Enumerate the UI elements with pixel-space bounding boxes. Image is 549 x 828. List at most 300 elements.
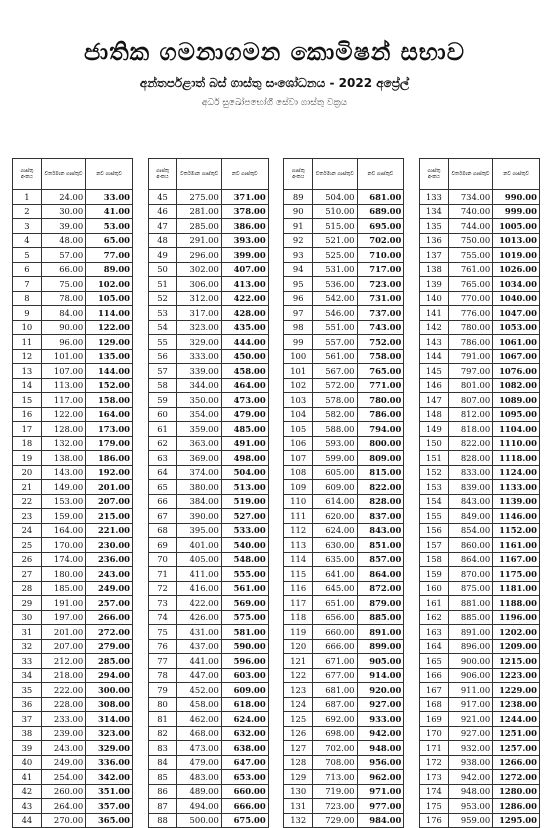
current-fare-cell: 107.00 xyxy=(41,364,85,379)
new-fare-cell: 1013.00 xyxy=(493,233,540,248)
fare-number-cell: 68 xyxy=(148,523,177,538)
current-fare-cell: 233.00 xyxy=(41,712,85,727)
fare-number-cell: 60 xyxy=(148,407,177,422)
new-fare-cell: 675.00 xyxy=(221,813,268,828)
fare-number-cell: 131 xyxy=(284,799,313,814)
fare-number-cell: 16 xyxy=(13,407,42,422)
table-row xyxy=(13,364,133,379)
fare-number-cell: 168 xyxy=(419,697,448,712)
table-row xyxy=(284,596,404,611)
current-fare-cell: 401.00 xyxy=(177,538,221,553)
page-subtitle: අන්තර්පළාත් බස් ගාස්තු සංශෝධනය - 2022 අප්‍රේල් xyxy=(139,76,410,90)
new-fare-cell: 1286.00 xyxy=(493,799,540,814)
current-fare-cell: 473.00 xyxy=(177,741,221,756)
current-fare-cell: 143.00 xyxy=(41,465,85,480)
new-fare-cell: 129.00 xyxy=(86,335,133,350)
table-row xyxy=(419,248,539,263)
table-header-row xyxy=(284,159,404,190)
table-row xyxy=(284,610,404,625)
table-row xyxy=(13,799,133,814)
new-fare-cell: 371.00 xyxy=(221,190,268,205)
fare-number-cell: 3 xyxy=(13,219,42,234)
current-fare-cell: 681.00 xyxy=(313,683,357,698)
new-fare-cell: 527.00 xyxy=(221,509,268,524)
new-fare-cell: 743.00 xyxy=(357,320,404,335)
fare-number-cell: 128 xyxy=(284,755,313,770)
fare-number-cell: 87 xyxy=(148,799,177,814)
new-fare-cell: 905.00 xyxy=(357,654,404,669)
fare-number-cell: 83 xyxy=(148,741,177,756)
fare-number-cell: 175 xyxy=(419,799,448,814)
table-row xyxy=(13,712,133,727)
new-fare-cell: 920.00 xyxy=(357,683,404,698)
table-row xyxy=(148,683,268,698)
table-row xyxy=(419,596,539,611)
table-row xyxy=(13,262,133,277)
fare-number-cell: 123 xyxy=(284,683,313,698)
table-row xyxy=(13,726,133,741)
fare-number-cell: 106 xyxy=(284,436,313,451)
table-row xyxy=(419,306,539,321)
current-fare-cell: 630.00 xyxy=(313,538,357,553)
current-fare-cell: 645.00 xyxy=(313,581,357,596)
fare-number-cell: 142 xyxy=(419,320,448,335)
fare-number-cell: 86 xyxy=(148,784,177,799)
current-fare-cell: 285.00 xyxy=(177,219,221,234)
fare-number-cell: 54 xyxy=(148,320,177,335)
current-fare-cell: 24.00 xyxy=(41,190,85,205)
table-row xyxy=(13,639,133,654)
current-fare-cell: 312.00 xyxy=(177,291,221,306)
current-fare-cell: 117.00 xyxy=(41,393,85,408)
fare-number-cell: 121 xyxy=(284,654,313,669)
new-fare-cell: 1181.00 xyxy=(493,581,540,596)
fare-number-cell: 101 xyxy=(284,364,313,379)
current-fare-cell: 270.00 xyxy=(41,813,85,828)
table-row xyxy=(419,378,539,393)
new-fare-cell: 533.00 xyxy=(221,523,268,538)
fare-number-cell: 13 xyxy=(13,364,42,379)
fare-number-cell: 132 xyxy=(284,813,313,828)
table-row xyxy=(284,784,404,799)
table-row xyxy=(284,799,404,814)
table-row xyxy=(148,436,268,451)
new-fare-cell: 702.00 xyxy=(357,233,404,248)
fare-number-cell: 155 xyxy=(419,509,448,524)
fare-number-cell: 153 xyxy=(419,480,448,495)
table-row xyxy=(419,538,539,553)
fare-number-cell: 147 xyxy=(419,393,448,408)
new-fare-cell: 1133.00 xyxy=(493,480,540,495)
fare-number-cell: 57 xyxy=(148,364,177,379)
fare-number-cell: 149 xyxy=(419,422,448,437)
new-fare-cell: 450.00 xyxy=(221,349,268,364)
fare-number-cell: 78 xyxy=(148,668,177,683)
fare-number-cell: 24 xyxy=(13,523,42,538)
fare-number-cell: 88 xyxy=(148,813,177,828)
new-fare-cell: 342.00 xyxy=(86,770,133,785)
fare-number-cell: 75 xyxy=(148,625,177,640)
fare-number-cell: 21 xyxy=(13,480,42,495)
table-row xyxy=(13,407,133,422)
table-row xyxy=(13,465,133,480)
current-fare-cell: 441.00 xyxy=(177,654,221,669)
table-row xyxy=(284,552,404,567)
new-fare-cell: 1118.00 xyxy=(493,451,540,466)
table-row xyxy=(13,741,133,756)
new-fare-cell: 1238.00 xyxy=(493,697,540,712)
fare-number-cell: 162 xyxy=(419,610,448,625)
new-fare-cell: 1034.00 xyxy=(493,277,540,292)
new-fare-cell: 864.00 xyxy=(357,567,404,582)
current-fare-cell: 339.00 xyxy=(177,364,221,379)
current-fare-cell: 567.00 xyxy=(313,364,357,379)
table-row xyxy=(148,509,268,524)
new-fare-cell: 329.00 xyxy=(86,741,133,756)
table-row xyxy=(419,625,539,640)
new-fare-cell: 999.00 xyxy=(493,204,540,219)
current-fare-cell: 84.00 xyxy=(41,306,85,321)
new-fare-cell: 207.00 xyxy=(86,494,133,509)
new-fare-cell: 221.00 xyxy=(86,523,133,538)
new-fare-cell: 236.00 xyxy=(86,552,133,567)
table-row xyxy=(284,378,404,393)
table-row xyxy=(13,784,133,799)
table-row xyxy=(148,697,268,712)
current-fare-cell: 212.00 xyxy=(41,654,85,669)
table-row xyxy=(419,451,539,466)
current-fare-cell: 78.00 xyxy=(41,291,85,306)
fare-number-cell: 117 xyxy=(284,596,313,611)
table-row xyxy=(13,422,133,437)
fare-number-cell: 84 xyxy=(148,755,177,770)
new-fare-cell: 710.00 xyxy=(357,248,404,263)
current-fare-cell: 281.00 xyxy=(177,204,221,219)
current-fare-cell: 948.00 xyxy=(448,784,492,799)
fare-number-cell: 28 xyxy=(13,581,42,596)
fare-number-cell: 124 xyxy=(284,697,313,712)
table-row xyxy=(284,291,404,306)
new-fare-cell: 1251.00 xyxy=(493,726,540,741)
fare-number-cell: 1 xyxy=(13,190,42,205)
table-row xyxy=(284,581,404,596)
current-fare-cell: 605.00 xyxy=(313,465,357,480)
current-fare-cell: 911.00 xyxy=(448,683,492,698)
new-fare-cell: 89.00 xyxy=(86,262,133,277)
current-fare-cell: 201.00 xyxy=(41,625,85,640)
table-row xyxy=(148,610,268,625)
current-fare-cell: 609.00 xyxy=(313,480,357,495)
new-fare-cell: 653.00 xyxy=(221,770,268,785)
table-row xyxy=(284,683,404,698)
fare-number-cell: 158 xyxy=(419,552,448,567)
fare-number-cell: 45 xyxy=(148,190,177,205)
new-fare-cell: 215.00 xyxy=(86,509,133,524)
current-fare-cell: 959.00 xyxy=(448,813,492,828)
fare-number-cell: 108 xyxy=(284,465,313,480)
new-fare-cell: 186.00 xyxy=(86,451,133,466)
table-row xyxy=(284,654,404,669)
fare-number-cell: 95 xyxy=(284,277,313,292)
new-fare-cell: 758.00 xyxy=(357,349,404,364)
table-row xyxy=(148,668,268,683)
new-fare-cell: 135.00 xyxy=(86,349,133,364)
new-fare-cell: 351.00 xyxy=(86,784,133,799)
current-fare-cell: 938.00 xyxy=(448,755,492,770)
current-fare-cell: 942.00 xyxy=(448,770,492,785)
new-fare-cell: 1202.00 xyxy=(493,625,540,640)
table-row xyxy=(13,335,133,350)
new-fare-cell: 1266.00 xyxy=(493,755,540,770)
table-row xyxy=(148,567,268,582)
table-row xyxy=(148,552,268,567)
fare-number-cell: 5 xyxy=(13,248,42,263)
fare-number-cell: 10 xyxy=(13,320,42,335)
current-fare-cell: 776.00 xyxy=(448,306,492,321)
fare-number-cell: 161 xyxy=(419,596,448,611)
fare-number-cell: 38 xyxy=(13,726,42,741)
fare-number-cell: 25 xyxy=(13,538,42,553)
fare-number-header: ගාස්තු අංකය xyxy=(284,159,313,190)
table-row xyxy=(419,552,539,567)
fare-number-cell: 151 xyxy=(419,451,448,466)
table-row xyxy=(284,567,404,582)
fare-number-cell: 165 xyxy=(419,654,448,669)
table-row xyxy=(419,436,539,451)
current-fare-cell: 797.00 xyxy=(448,364,492,379)
new-fare-cell: 752.00 xyxy=(357,335,404,350)
current-fare-cell: 666.00 xyxy=(313,639,357,654)
current-fare-cell: 363.00 xyxy=(177,436,221,451)
current-fare-cell: 891.00 xyxy=(448,625,492,640)
new-fare-cell: 794.00 xyxy=(357,422,404,437)
new-fare-cell: 984.00 xyxy=(357,813,404,828)
fare-number-cell: 169 xyxy=(419,712,448,727)
new-fare-cell: 201.00 xyxy=(86,480,133,495)
current-fare-cell: 828.00 xyxy=(448,451,492,466)
table-row xyxy=(148,741,268,756)
fare-number-cell: 85 xyxy=(148,770,177,785)
fare-number-cell: 156 xyxy=(419,523,448,538)
fare-number-cell: 144 xyxy=(419,349,448,364)
fare-number-cell: 166 xyxy=(419,668,448,683)
current-fare-cell: 359.00 xyxy=(177,422,221,437)
table-row xyxy=(13,770,133,785)
new-fare-cell: 1089.00 xyxy=(493,393,540,408)
current-fare-cell: 354.00 xyxy=(177,407,221,422)
fare-table xyxy=(419,158,540,828)
new-fare-cell: 1223.00 xyxy=(493,668,540,683)
current-fare-cell: 479.00 xyxy=(177,755,221,770)
fare-number-cell: 76 xyxy=(148,639,177,654)
fare-table xyxy=(12,158,133,828)
fare-number-cell: 82 xyxy=(148,726,177,741)
fare-number-cell: 139 xyxy=(419,277,448,292)
current-fare-cell: 384.00 xyxy=(177,494,221,509)
new-fare-cell: 555.00 xyxy=(221,567,268,582)
table-row xyxy=(148,219,268,234)
fare-number-cell: 61 xyxy=(148,422,177,437)
table-row xyxy=(419,726,539,741)
table-row xyxy=(284,436,404,451)
fare-number-cell: 159 xyxy=(419,567,448,582)
fare-number-cell: 58 xyxy=(148,378,177,393)
current-fare-cell: 849.00 xyxy=(448,509,492,524)
current-fare-cell: 917.00 xyxy=(448,697,492,712)
new-fare-cell: 695.00 xyxy=(357,219,404,234)
fare-number-cell: 71 xyxy=(148,567,177,582)
new-fare-cell: 632.00 xyxy=(221,726,268,741)
table-row xyxy=(148,393,268,408)
fare-number-cell: 66 xyxy=(148,494,177,509)
fare-number-cell: 133 xyxy=(419,190,448,205)
new-fare-cell: 1076.00 xyxy=(493,364,540,379)
fare-number-cell: 55 xyxy=(148,335,177,350)
table-row xyxy=(13,654,133,669)
current-fare-cell: 708.00 xyxy=(313,755,357,770)
fare-number-cell: 2 xyxy=(13,204,42,219)
table-header-row xyxy=(13,159,133,190)
new-fare-cell: 786.00 xyxy=(357,407,404,422)
new-fare-cell: 822.00 xyxy=(357,480,404,495)
new-fare-cell: 569.00 xyxy=(221,596,268,611)
new-fare-cell: 1295.00 xyxy=(493,813,540,828)
table-row xyxy=(419,668,539,683)
table-row xyxy=(13,610,133,625)
table-row xyxy=(284,349,404,364)
table-row xyxy=(148,349,268,364)
current-fare-cell: 249.00 xyxy=(41,755,85,770)
new-fare-cell: 504.00 xyxy=(221,465,268,480)
fare-number-cell: 98 xyxy=(284,320,313,335)
new-fare-cell: 365.00 xyxy=(86,813,133,828)
table-row xyxy=(284,190,404,205)
new-fare-cell: 660.00 xyxy=(221,784,268,799)
current-fare-cell: 860.00 xyxy=(448,538,492,553)
table-row xyxy=(284,451,404,466)
current-fare-cell: 411.00 xyxy=(177,567,221,582)
fare-number-cell: 130 xyxy=(284,784,313,799)
current-fare-cell: 504.00 xyxy=(313,190,357,205)
new-fare-cell: 435.00 xyxy=(221,320,268,335)
new-fare-cell: 336.00 xyxy=(86,755,133,770)
fare-number-cell: 77 xyxy=(148,654,177,669)
fare-number-cell: 67 xyxy=(148,509,177,524)
table-row xyxy=(419,204,539,219)
current-fare-cell: 306.00 xyxy=(177,277,221,292)
current-fare-header: වර්තමාන ගාස්තුව xyxy=(177,159,221,190)
fare-number-cell: 73 xyxy=(148,596,177,611)
current-fare-header: වර්තමාන ගාස්තුව xyxy=(41,159,85,190)
current-fare-cell: 885.00 xyxy=(448,610,492,625)
fare-number-cell: 14 xyxy=(13,378,42,393)
new-fare-cell: 1209.00 xyxy=(493,639,540,654)
fare-number-cell: 120 xyxy=(284,639,313,654)
fare-number-cell: 110 xyxy=(284,494,313,509)
table-row xyxy=(13,494,133,509)
current-fare-cell: 39.00 xyxy=(41,219,85,234)
fare-number-cell: 105 xyxy=(284,422,313,437)
current-fare-cell: 197.00 xyxy=(41,610,85,625)
current-fare-cell: 452.00 xyxy=(177,683,221,698)
current-fare-cell: 900.00 xyxy=(448,654,492,669)
fare-number-cell: 170 xyxy=(419,726,448,741)
fare-number-cell: 26 xyxy=(13,552,42,567)
current-fare-cell: 243.00 xyxy=(41,741,85,756)
new-fare-cell: 780.00 xyxy=(357,393,404,408)
new-fare-cell: 458.00 xyxy=(221,364,268,379)
fare-number-cell: 127 xyxy=(284,741,313,756)
current-fare-cell: 750.00 xyxy=(448,233,492,248)
current-fare-cell: 656.00 xyxy=(313,610,357,625)
table-row xyxy=(148,581,268,596)
new-fare-cell: 65.00 xyxy=(86,233,133,248)
fare-number-cell: 40 xyxy=(13,755,42,770)
current-fare-cell: 729.00 xyxy=(313,813,357,828)
new-fare-cell: 1175.00 xyxy=(493,567,540,582)
fare-number-cell: 35 xyxy=(13,683,42,698)
table-row xyxy=(284,523,404,538)
new-fare-cell: 399.00 xyxy=(221,248,268,263)
fare-number-cell: 20 xyxy=(13,465,42,480)
current-fare-cell: 620.00 xyxy=(313,509,357,524)
current-fare-cell: 744.00 xyxy=(448,219,492,234)
new-fare-cell: 323.00 xyxy=(86,726,133,741)
table-row xyxy=(148,770,268,785)
current-fare-cell: 437.00 xyxy=(177,639,221,654)
current-fare-cell: 447.00 xyxy=(177,668,221,683)
table-row xyxy=(284,712,404,727)
table-header-row xyxy=(148,159,268,190)
new-fare-cell: 272.00 xyxy=(86,625,133,640)
table-row xyxy=(419,364,539,379)
current-fare-cell: 296.00 xyxy=(177,248,221,263)
fare-number-cell: 157 xyxy=(419,538,448,553)
fare-number-cell: 32 xyxy=(13,639,42,654)
current-fare-cell: 431.00 xyxy=(177,625,221,640)
fare-number-cell: 37 xyxy=(13,712,42,727)
table-row xyxy=(419,567,539,582)
table-row xyxy=(284,306,404,321)
table-row xyxy=(13,683,133,698)
new-fare-cell: 243.00 xyxy=(86,567,133,582)
new-fare-cell: 561.00 xyxy=(221,581,268,596)
current-fare-cell: 588.00 xyxy=(313,422,357,437)
new-fare-cell: 723.00 xyxy=(357,277,404,292)
new-fare-cell: 407.00 xyxy=(221,262,268,277)
current-fare-cell: 350.00 xyxy=(177,393,221,408)
table-row xyxy=(419,393,539,408)
fare-number-cell: 23 xyxy=(13,509,42,524)
fare-number-cell: 46 xyxy=(148,204,177,219)
current-fare-cell: 614.00 xyxy=(313,494,357,509)
table-row xyxy=(13,204,133,219)
fare-number-cell: 129 xyxy=(284,770,313,785)
new-fare-cell: 1244.00 xyxy=(493,712,540,727)
new-fare-cell: 1095.00 xyxy=(493,407,540,422)
table-row xyxy=(148,538,268,553)
fare-number-cell: 33 xyxy=(13,654,42,669)
new-fare-cell: 618.00 xyxy=(221,697,268,712)
new-fare-cell: 765.00 xyxy=(357,364,404,379)
table-row xyxy=(419,712,539,727)
fare-number-cell: 53 xyxy=(148,306,177,321)
new-fare-cell: 879.00 xyxy=(357,596,404,611)
current-fare-cell: 572.00 xyxy=(313,378,357,393)
table-row xyxy=(13,291,133,306)
current-fare-cell: 761.00 xyxy=(448,262,492,277)
current-fare-cell: 692.00 xyxy=(313,712,357,727)
